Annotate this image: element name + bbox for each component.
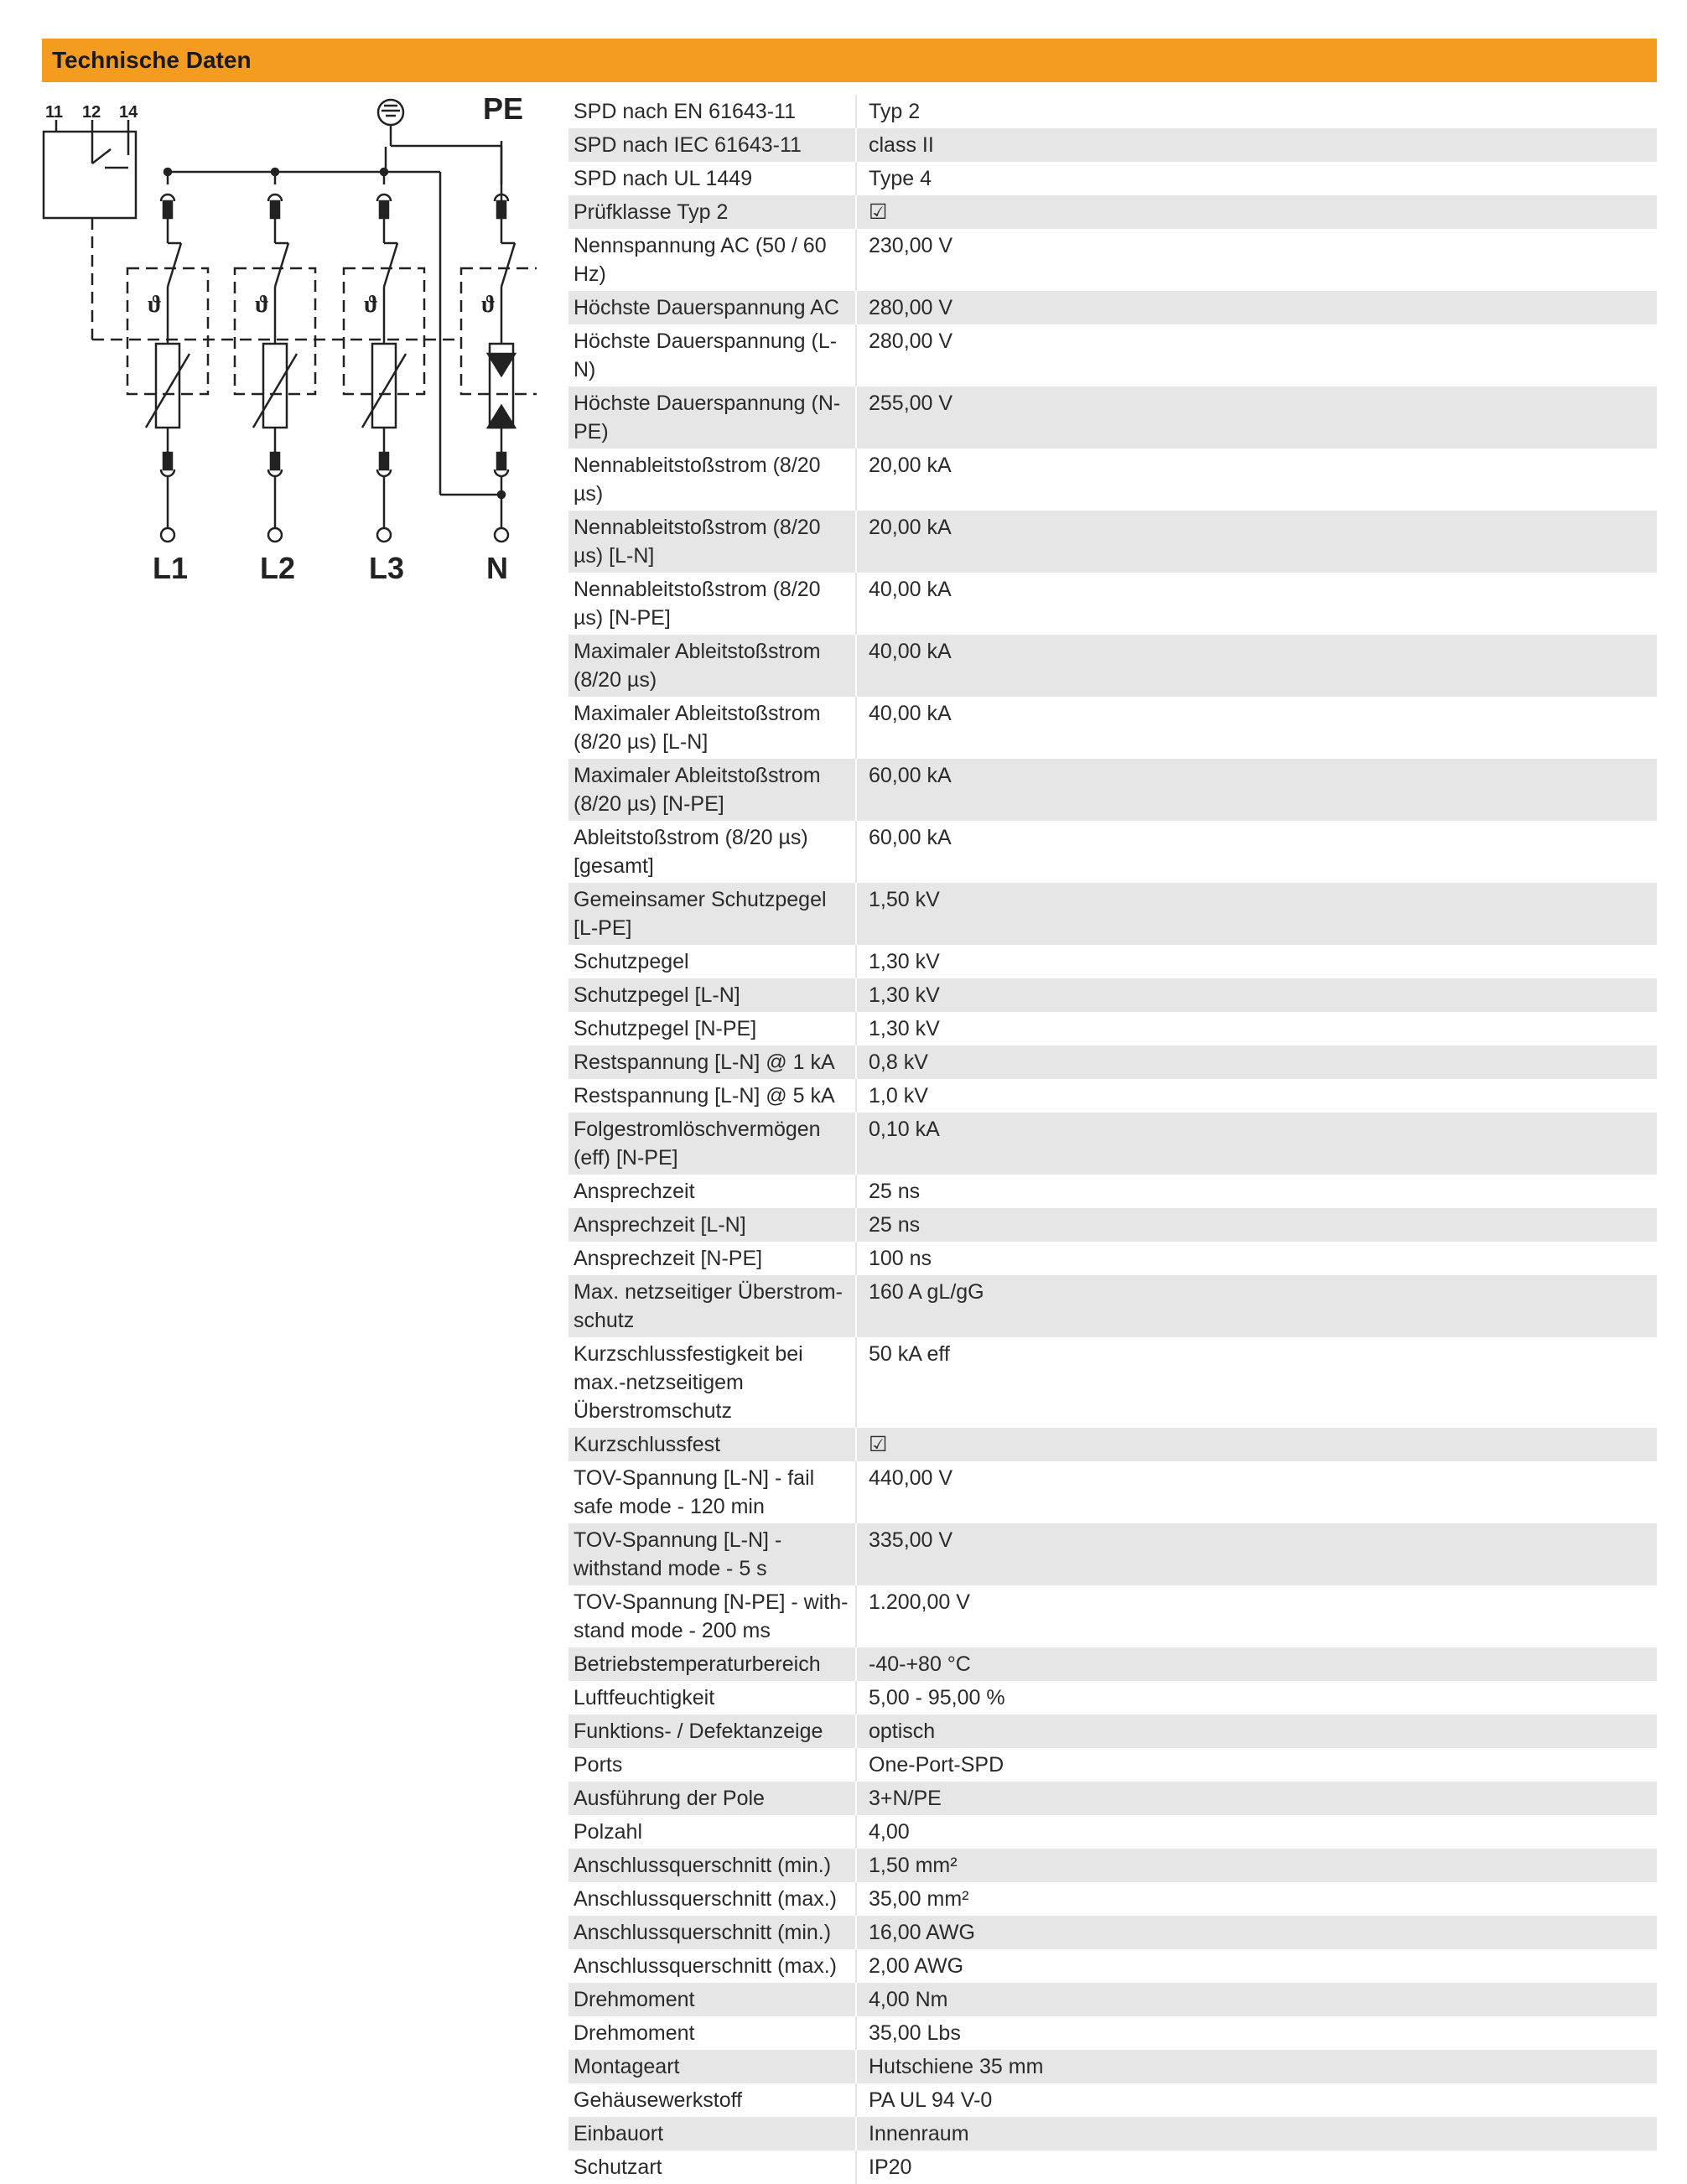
- spec-value: 40,00 kA: [856, 697, 1657, 759]
- spec-label: Anschlussquerschnitt (max.): [568, 1949, 856, 1983]
- spec-row: [568, 1916, 1657, 1949]
- spec-value: 440,00 V: [856, 1461, 1657, 1523]
- spec-value: 280,00 V: [856, 291, 1657, 324]
- spec-row: [568, 1012, 1657, 1045]
- spec-row: [568, 2016, 1657, 2050]
- spec-row: [568, 883, 1657, 945]
- spec-value: 1,30 kV: [856, 945, 1657, 978]
- spec-row: [568, 2117, 1657, 2150]
- spec-value: 60,00 kA: [856, 821, 1657, 883]
- spec-row: [568, 1461, 1657, 1523]
- thermal-disconnector-icon: ϑ: [481, 292, 496, 318]
- spec-row: [568, 1815, 1657, 1849]
- spec-value: 100 ns: [856, 1242, 1657, 1275]
- spec-value: class II: [856, 128, 1657, 162]
- spec-row: [568, 2150, 1657, 2184]
- spec-value: One-Port-SPD: [856, 1748, 1657, 1782]
- spec-value: 335,00 V: [856, 1523, 1657, 1585]
- spec-value: 40,00 kA: [856, 635, 1657, 697]
- spec-label: Gemeinsamer Schutzpegel [L-PE]: [568, 883, 856, 945]
- spec-label: Betriebstemperaturbereich: [568, 1647, 856, 1681]
- spec-label: Ausführung der Pole: [568, 1782, 856, 1815]
- spec-value: 0,10 kA: [856, 1113, 1657, 1175]
- spec-label: SPD nach UL 1449: [568, 162, 856, 195]
- spec-label: TOV-Spannung [L-N] - fail safe mode - 120 min: [568, 1461, 856, 1523]
- spec-row: [568, 821, 1657, 883]
- spec-row: [568, 229, 1657, 291]
- contact-label-11: 11: [45, 103, 64, 122]
- spec-value: 4,00: [856, 1815, 1657, 1849]
- spec-value: 35,00 mm²: [856, 1882, 1657, 1916]
- spec-label: Kurzschlussfest: [568, 1428, 856, 1461]
- terminal-label: L3: [369, 551, 405, 585]
- spec-value: 255,00 V: [856, 386, 1657, 449]
- terminal-label: L2: [260, 551, 296, 585]
- spec-label: Polzahl: [568, 1815, 856, 1849]
- spec-row: [568, 1849, 1657, 1882]
- spec-value: 0,8 kV: [856, 1045, 1657, 1079]
- contact-label-12: 12: [82, 103, 101, 122]
- spec-label: Prüfklasse Typ 2: [568, 195, 856, 229]
- thermal-disconnector-icon: ϑ: [255, 292, 269, 318]
- spec-label: Anschlussquerschnitt (min.): [568, 1916, 856, 1949]
- spec-value: 1.200,00 V: [856, 1585, 1657, 1647]
- spec-label: Ports: [568, 1748, 856, 1782]
- spec-label: Schutzpegel [L-N]: [568, 978, 856, 1012]
- spec-label: Nennableitstoßstrom (8/20 µs) [N-PE]: [568, 573, 856, 635]
- spec-value: 60,00 kA: [856, 759, 1657, 821]
- spec-row: [568, 759, 1657, 821]
- spec-value: Typ 2: [856, 95, 1657, 128]
- circuit-schematic: [34, 92, 537, 595]
- spec-value: Type 4: [856, 162, 1657, 195]
- thermal-disconnector-icon: ϑ: [364, 292, 378, 318]
- spec-label: Max. netzseitiger Überstrom-schutz: [568, 1275, 856, 1337]
- spec-value: optisch: [856, 1715, 1657, 1748]
- spec-label: Ansprechzeit [L-N]: [568, 1208, 856, 1242]
- spec-value: 25 ns: [856, 1208, 1657, 1242]
- spec-value: -40-+80 °C: [856, 1647, 1657, 1681]
- spec-row: [568, 511, 1657, 573]
- spec-label: Nennableitstoßstrom (8/20 µs): [568, 449, 856, 511]
- varistor-icon: [263, 344, 287, 428]
- spec-label: Maximaler Ableitstoßstrom (8/20 µs) [L-N]: [568, 697, 856, 759]
- spec-row: [568, 1681, 1657, 1715]
- spec-row: [568, 1523, 1657, 1585]
- spec-value: IP20: [856, 2150, 1657, 2184]
- spec-label: Restspannung [L-N] @ 5 kA: [568, 1079, 856, 1113]
- spec-row: [568, 291, 1657, 324]
- spec-row: [568, 1045, 1657, 1079]
- spec-row: [568, 1113, 1657, 1175]
- spec-row: [568, 1949, 1657, 1983]
- spec-value: 160 A gL/gG: [856, 1275, 1657, 1337]
- varistor-icon: [372, 344, 396, 428]
- spec-row: [568, 1275, 1657, 1337]
- spec-row: [568, 1647, 1657, 1681]
- spec-label: Höchste Dauerspannung (N-PE): [568, 386, 856, 449]
- spec-value: Innenraum: [856, 2117, 1657, 2150]
- spec-value: 1,0 kV: [856, 1079, 1657, 1113]
- spec-row: [568, 324, 1657, 386]
- spec-label: Luftfeuchtigkeit: [568, 1681, 856, 1715]
- spec-label: Einbauort: [568, 2117, 856, 2150]
- spec-label: Anschlussquerschnitt (max.): [568, 1882, 856, 1916]
- spec-value: 25 ns: [856, 1175, 1657, 1208]
- spec-value: 280,00 V: [856, 324, 1657, 386]
- spec-row: [568, 1208, 1657, 1242]
- spec-value: 50 kA eff: [856, 1337, 1657, 1428]
- spec-row: [568, 1175, 1657, 1208]
- pe-label: PE: [483, 92, 524, 126]
- varistor-icon: [156, 344, 179, 428]
- spec-value: 1,30 kV: [856, 978, 1657, 1012]
- spec-label: Funktions- / Defektanzeige: [568, 1715, 856, 1748]
- schematic-column: [344, 169, 424, 585]
- spec-value: 2,00 AWG: [856, 1949, 1657, 1983]
- thermal-disconnector-icon: ϑ: [148, 292, 162, 318]
- spec-label: Folgestromlöschvermögen (eff) [N-PE]: [568, 1113, 856, 1175]
- terminal-label: N: [486, 551, 508, 585]
- checkbox-icon: ☑: [856, 1428, 1657, 1461]
- spec-row: [568, 1585, 1657, 1647]
- spec-label: Maximaler Ableitstoßstrom (8/20 µs): [568, 635, 856, 697]
- schematic-column: [235, 169, 315, 585]
- spec-label: Kurzschlussfestigkeit bei max.-netzseitigem Überstromschutz: [568, 1337, 856, 1428]
- spec-value: 16,00 AWG: [856, 1916, 1657, 1949]
- spec-label: Schutzart: [568, 2150, 856, 2184]
- spec-row: [568, 449, 1657, 511]
- spec-label: Ansprechzeit [N-PE]: [568, 1242, 856, 1275]
- section-header: [42, 39, 1657, 82]
- spec-label: Maximaler Ableitstoßstrom (8/20 µs) [N-PE]: [568, 759, 856, 821]
- spec-label: Höchste Dauerspannung (L-N): [568, 324, 856, 386]
- spec-row: [568, 945, 1657, 978]
- spec-row: [568, 386, 1657, 449]
- spec-row: [568, 1428, 1657, 1461]
- spec-label: Gehäusewerkstoff: [568, 2083, 856, 2117]
- spec-row: [568, 1882, 1657, 1916]
- schematic-column: [127, 169, 208, 585]
- contact-label-14: 14: [119, 103, 138, 122]
- spec-label: Ableitstoßstrom (8/20 µs) [gesamt]: [568, 821, 856, 883]
- spec-label: Drehmoment: [568, 1983, 856, 2016]
- spec-label: Drehmoment: [568, 2016, 856, 2050]
- spec-value: 1,50 kV: [856, 883, 1657, 945]
- spec-value: 4,00 Nm: [856, 1983, 1657, 2016]
- spec-row: [568, 1748, 1657, 1782]
- spec-label: SPD nach IEC 61643-11: [568, 128, 856, 162]
- spec-row: [568, 2050, 1657, 2083]
- spec-label: Schutzpegel [N-PE]: [568, 1012, 856, 1045]
- spec-label: Nennableitstoßstrom (8/20 µs) [L-N]: [568, 511, 856, 573]
- spec-value: 3+N/PE: [856, 1782, 1657, 1815]
- spec-label: Anschlussquerschnitt (min.): [568, 1849, 856, 1882]
- spec-label: Höchste Dauerspannung AC: [568, 291, 856, 324]
- spec-row: [568, 978, 1657, 1012]
- relay-contact-box: [44, 132, 136, 218]
- spec-row: [568, 1079, 1657, 1113]
- spec-row: [568, 195, 1657, 229]
- spec-row: [568, 573, 1657, 635]
- spec-value: 20,00 kA: [856, 449, 1657, 511]
- spec-value: 5,00 - 95,00 %: [856, 1681, 1657, 1715]
- spec-label: Montageart: [568, 2050, 856, 2083]
- terminal-label: L1: [153, 551, 189, 585]
- spec-label: Ansprechzeit: [568, 1175, 856, 1208]
- spec-label: Restspannung [L-N] @ 1 kA: [568, 1045, 856, 1079]
- spec-value: 40,00 kA: [856, 573, 1657, 635]
- schematic-column: [461, 146, 537, 585]
- spec-value: 20,00 kA: [856, 511, 1657, 573]
- spec-row: [568, 697, 1657, 759]
- spec-row: [568, 95, 1657, 128]
- checkbox-icon: ☑: [856, 195, 1657, 229]
- spec-value: PA UL 94 V-0: [856, 2083, 1657, 2117]
- spec-label: Nennspannung AC (50 / 60 Hz): [568, 229, 856, 291]
- spec-value: Hutschiene 35 mm: [856, 2050, 1657, 2083]
- spec-row: [568, 1242, 1657, 1275]
- spec-label: TOV-Spannung [L-N] - withstand mode - 5 s: [568, 1523, 856, 1585]
- spec-label: Schutzpegel: [568, 945, 856, 978]
- spec-value: 1,50 mm²: [856, 1849, 1657, 1882]
- spec-value: 35,00 Lbs: [856, 2016, 1657, 2050]
- spec-table: [568, 95, 1657, 2184]
- spec-row: [568, 1782, 1657, 1815]
- spec-value: 230,00 V: [856, 229, 1657, 291]
- spec-row: [568, 1337, 1657, 1428]
- spec-value: 1,30 kV: [856, 1012, 1657, 1045]
- spec-row: [568, 162, 1657, 195]
- spec-label: TOV-Spannung [N-PE] - with-stand mode - 200 ms: [568, 1585, 856, 1647]
- spec-label: SPD nach EN 61643-11: [568, 95, 856, 128]
- pe-n-connection: [386, 172, 505, 498]
- spec-row: [568, 635, 1657, 697]
- spec-row: [568, 1715, 1657, 1748]
- spec-row: [568, 2083, 1657, 2117]
- spec-row: [568, 128, 1657, 162]
- spec-row: [568, 1983, 1657, 2016]
- section-title: Technische Daten: [52, 47, 252, 73]
